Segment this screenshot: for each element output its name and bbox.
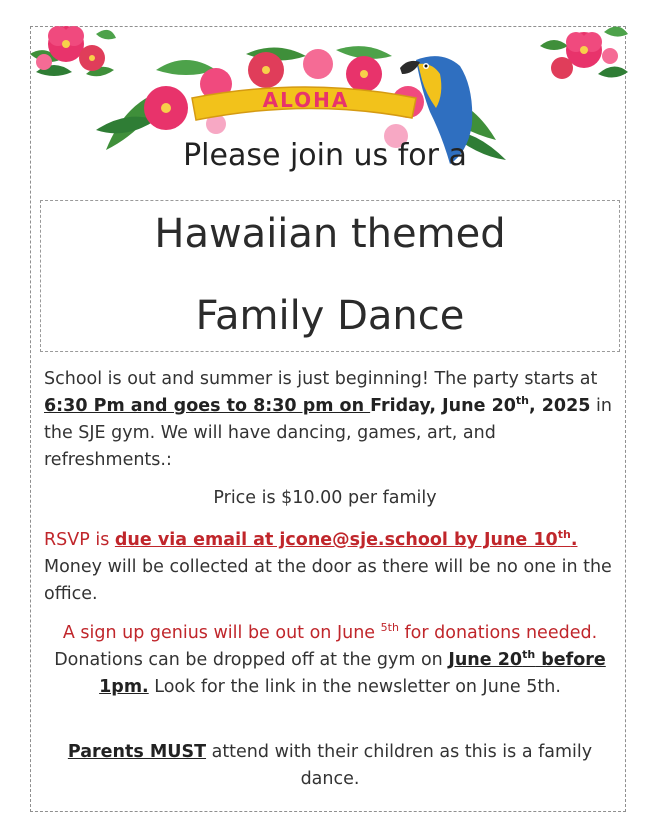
event-date-suffix: th — [515, 394, 530, 408]
rsvp-money-text: Money will be collected at the door as there will be no one in the office. — [44, 557, 612, 604]
aloha-banner-text: ALOHA — [262, 88, 350, 112]
signup-red-b: for donations needed. — [398, 623, 598, 643]
donation-date-suffix: th — [522, 648, 536, 662]
donation-date: June 20 — [448, 650, 523, 670]
event-date — [370, 396, 590, 416]
event-details-paragraph — [44, 366, 614, 474]
event-time: 6:30 Pm and goes to 8:30 pm on — [44, 396, 371, 416]
signup-red-suffix: 5th — [380, 621, 399, 635]
parents-paragraph — [40, 739, 620, 793]
event-title-line-1: Hawaiian themed — [154, 211, 506, 257]
donation-time: before 1pm. — [99, 650, 606, 697]
details-text-end: in the SJE gym. We will have dancing, games, art, and refreshments.: — [44, 396, 612, 470]
signup-red-a: A sign up genius will be out on June — [62, 623, 381, 643]
rsvp-lead: RSVP is — [44, 530, 115, 550]
signup-red-text — [63, 623, 597, 643]
rsvp-due-suffix: th — [557, 528, 571, 542]
title-box — [40, 200, 620, 352]
details-text: School is out and summer is just beginning! The party starts at — [44, 369, 598, 389]
parents-text: attend with their children as this is a family dance. — [206, 742, 593, 789]
event-date-text: Friday, June 20 — [370, 396, 516, 416]
rsvp-due — [115, 530, 578, 550]
signup-text-end: Look for the link in the newsletter on June 5th. — [148, 677, 561, 697]
signup-paragraph — [40, 620, 620, 701]
rsvp-paragraph — [44, 527, 614, 608]
signup-text: Donations can be dropped off at the gym on — [54, 650, 449, 670]
price-line: Price is $10.00 per family — [213, 488, 437, 508]
invite-line: Please join us for a — [183, 138, 467, 173]
rsvp-due-text: due via email at jcone@sje.school by June 10 — [114, 530, 558, 550]
event-year: , 2025 — [529, 396, 591, 416]
hibiscus-flower-icon — [538, 16, 630, 86]
parents-must: Parents MUST — [67, 742, 207, 762]
event-title-line-2: Family Dance — [195, 293, 465, 339]
rsvp-due-end: . — [570, 530, 578, 550]
